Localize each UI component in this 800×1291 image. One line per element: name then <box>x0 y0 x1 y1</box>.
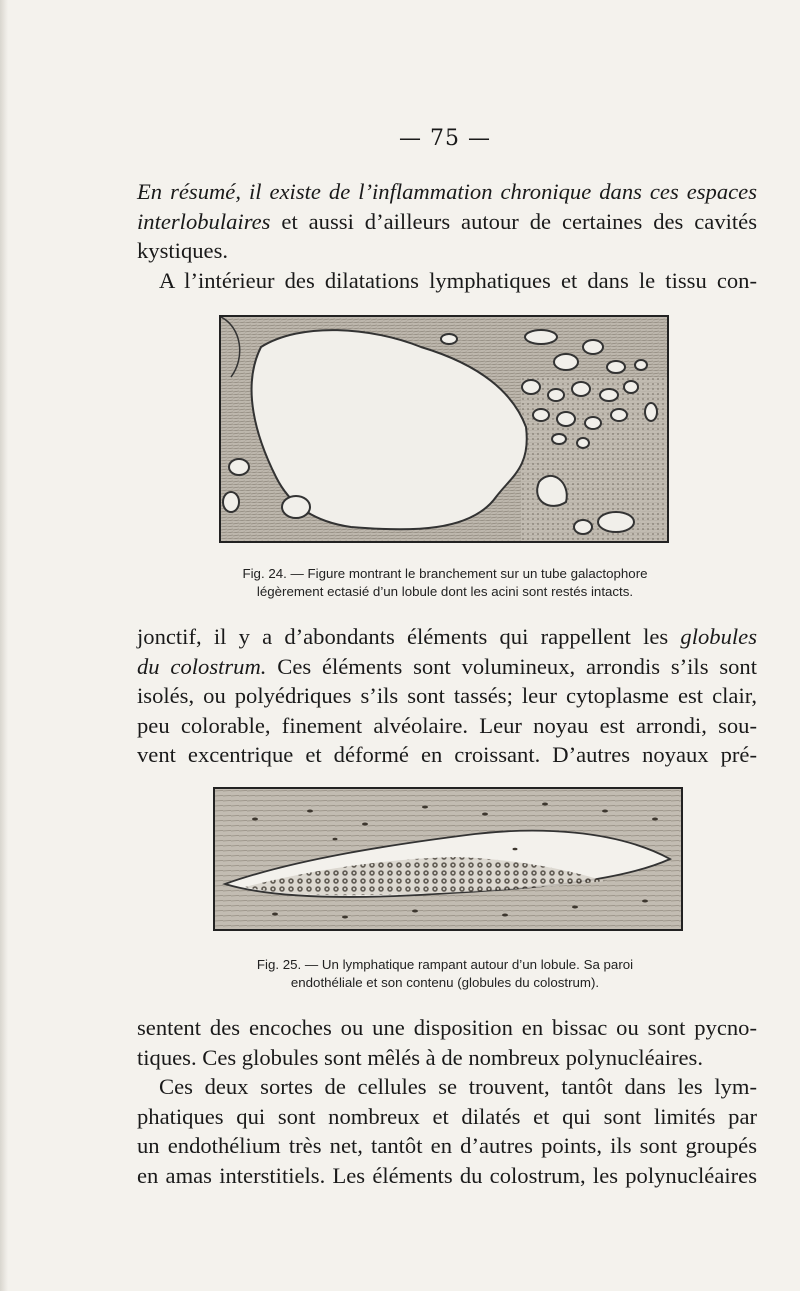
text-line: tiques. Ces globules sont mêlés à de nombreux polynucléaires. <box>137 1044 703 1070</box>
text-line: interlobulaires et aussi d’ailleurs autour de certaines des cavités <box>137 208 757 234</box>
histology-illustration-25 <box>215 789 681 929</box>
paragraph-cells <box>137 1013 757 1190</box>
text-line: sentent des encoches ou une disposition en bissac ou sont pycno- <box>137 1015 757 1040</box>
text-line: isolés, ou polyédriques s’ils sont tassés; leur cytoplasme est clair, <box>137 683 757 708</box>
text-line: Ces deux sortes de cellules se trouvent, tantôt dans les lym- <box>159 1074 757 1099</box>
paragraph-colostrum <box>137 622 757 770</box>
text-line: un endothélium très net, tantôt en d’autres points, ils sont groupés <box>137 1133 757 1158</box>
text-line: jonctif, il y a d’abondants éléments qui rappellent les globules <box>137 624 757 649</box>
figure-25-micrograph <box>213 787 683 931</box>
figure-25-caption: Fig. 25. — Un lymphatique rampant autour d’un lobule. Sa paroi endothéliale et son contenu (globules du colostrum). <box>256 957 634 990</box>
text-line: A l’intérieur des dilatations lymphatiques et dans le tissu con- <box>159 267 757 293</box>
text-line: en amas interstitiels. Les éléments du colostrum, les polynucléaires <box>137 1162 757 1188</box>
histology-illustration-24 <box>221 317 667 541</box>
text-line: vent excentrique et déformé en croissant. D’autres noyaux pré- <box>137 742 757 767</box>
text-line: peu colorable, finement alvéolaire. Leur noyau est arrondi, sou- <box>137 712 757 738</box>
text-line: En résumé, il existe de l’inflammation chronique dans ces espaces <box>137 179 757 204</box>
figure-24-caption: Fig. 24. — Figure montrant le branchement sur un tube galactophore légèrement ectasié d’un lobule dont les acini sont restés intacts. <box>242 566 648 599</box>
text-line: du colostrum. Ces éléments sont volumineux, arrondis s’ils sont <box>137 653 757 679</box>
text-line: phatiques qui sont nombreux et dilatés et qui sont limités par <box>137 1103 757 1129</box>
text-line: kystiques. <box>137 238 229 263</box>
page-number: — 75 — <box>399 126 491 151</box>
page-edge <box>0 0 8 1291</box>
paragraph-summary <box>137 177 757 295</box>
figure-24-micrograph <box>219 315 669 543</box>
